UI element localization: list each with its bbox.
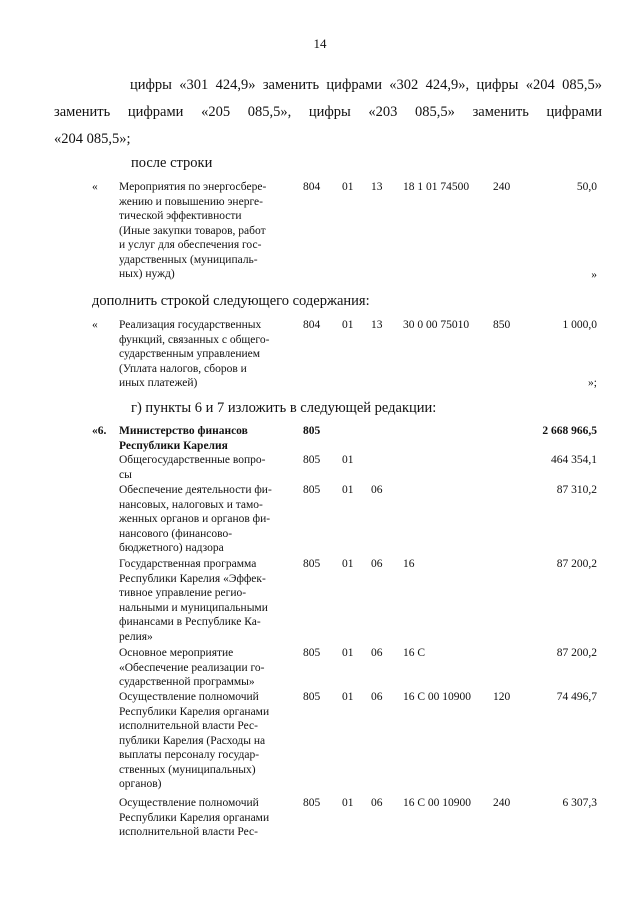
- row-gr: 805: [303, 454, 321, 466]
- row-cs: 18 1 01 74500: [403, 181, 470, 193]
- row-gr: 805: [303, 691, 321, 703]
- row-gr: 805: [303, 425, 321, 437]
- row-rz: 01: [342, 691, 354, 703]
- row-end-mark: »: [591, 269, 597, 281]
- page-number: 14: [313, 36, 327, 51]
- row-name: Основное мероприятие «Обеспечение реализации го- сударственной программы»: [119, 647, 265, 688]
- row-rz: 01: [342, 558, 354, 570]
- row-sum: 74 496,7: [556, 691, 597, 703]
- row-sum: 6 307,3: [562, 797, 597, 809]
- row-name: Министерство финансов Республики Карелия: [119, 425, 248, 452]
- intro-line-1: цифры «301 424,9» заменить цифрами «302 424,9», цифры «204 085,5»: [130, 77, 602, 93]
- row-number: «6.: [92, 425, 107, 437]
- row-rz: 01: [342, 797, 354, 809]
- row-gr: 804: [303, 181, 321, 193]
- row-rz: 01: [342, 319, 354, 331]
- row-rz: 01: [342, 181, 354, 193]
- intro-line-3: «204 085,5»;: [54, 131, 131, 147]
- row-end-mark: »;: [588, 377, 597, 389]
- row-sum: 464 354,1: [551, 454, 597, 466]
- row-name: Осуществление полномочий Республики Карелия органами исполнительной власти Рес-: [119, 797, 270, 838]
- row-sum: 50,0: [576, 181, 597, 193]
- row-gr: 804: [303, 319, 321, 331]
- row-cs: 16 С 00 10900: [403, 691, 472, 703]
- row-pr: 13: [371, 319, 383, 331]
- intro-paragraph: [54, 72, 602, 153]
- row-vr: 120: [493, 691, 511, 703]
- row-name: Осуществление полномочий Республики Карелия органами исполнительной власти Рес- публики Карелия (Расходы на выплаты персоналу государ- ственных (муниципальных) органов): [119, 691, 270, 790]
- row-pr: 13: [371, 181, 383, 193]
- after-row-text: после строки: [131, 155, 213, 171]
- row-name: Государственная программа Республики Карелия «Эффек- тивное управление регио- нальными и муниципальными финансами в Республике Ка- релия»: [119, 558, 268, 643]
- row-gr: 805: [303, 484, 321, 496]
- intro-line-2: заменить цифрами «205 085,5», цифры «203 085,5» заменить цифрами: [54, 104, 602, 120]
- row-vr: 240: [493, 181, 511, 193]
- row-pr: 06: [371, 558, 383, 570]
- row-rz: 01: [342, 647, 354, 659]
- row-pr: 06: [371, 691, 383, 703]
- row-name: Обеспечение деятельности фи- нансовых, налоговых и тамо- женных органов и органов фи- нансового (финансово- бюджетного) надзора: [119, 484, 272, 554]
- row-gr: 805: [303, 558, 321, 570]
- row-rz: 01: [342, 454, 354, 466]
- row-pr: 06: [371, 797, 383, 809]
- row-vr: 240: [493, 797, 511, 809]
- row-name: Общегосударственные вопро- сы: [119, 454, 266, 481]
- quote-mark: «: [92, 319, 98, 331]
- row-gr: 805: [303, 647, 321, 659]
- row-name: Реализация государственных функций, связанных с общего- сударственным управлением (Уплата налогов, сборов и иных платежей): [119, 319, 270, 389]
- item-g-text: г) пункты 6 и 7 изложить в следующей редакции:: [131, 400, 437, 416]
- row-pr: 06: [371, 647, 383, 659]
- row-cs: 16: [403, 558, 415, 570]
- row-sum: 2 668 966,5: [542, 425, 597, 437]
- row-sum: 1 000,0: [562, 319, 597, 331]
- row-sum: 87 310,2: [556, 484, 597, 496]
- row-cs: 30 0 00 75010: [403, 319, 470, 331]
- row-gr: 805: [303, 797, 321, 809]
- row-rz: 01: [342, 484, 354, 496]
- row-sum: 87 200,2: [556, 647, 597, 659]
- quote-mark: «: [92, 181, 98, 193]
- row-cs: 16 С: [403, 647, 426, 659]
- row-sum: 87 200,2: [556, 558, 597, 570]
- row-pr: 06: [371, 484, 383, 496]
- row-vr: 850: [493, 319, 511, 331]
- row-cs: 16 С 00 10900: [403, 797, 472, 809]
- add-row-text: дополнить строкой следующего содержания:: [92, 293, 370, 309]
- row-name: Мероприятия по энергосбере- жению и повышению энерге- тической эффективности (Иные закупки товаров, работ и услуг для обеспечения гос- ударственных (муниципаль- ных) нужд): [119, 181, 267, 280]
